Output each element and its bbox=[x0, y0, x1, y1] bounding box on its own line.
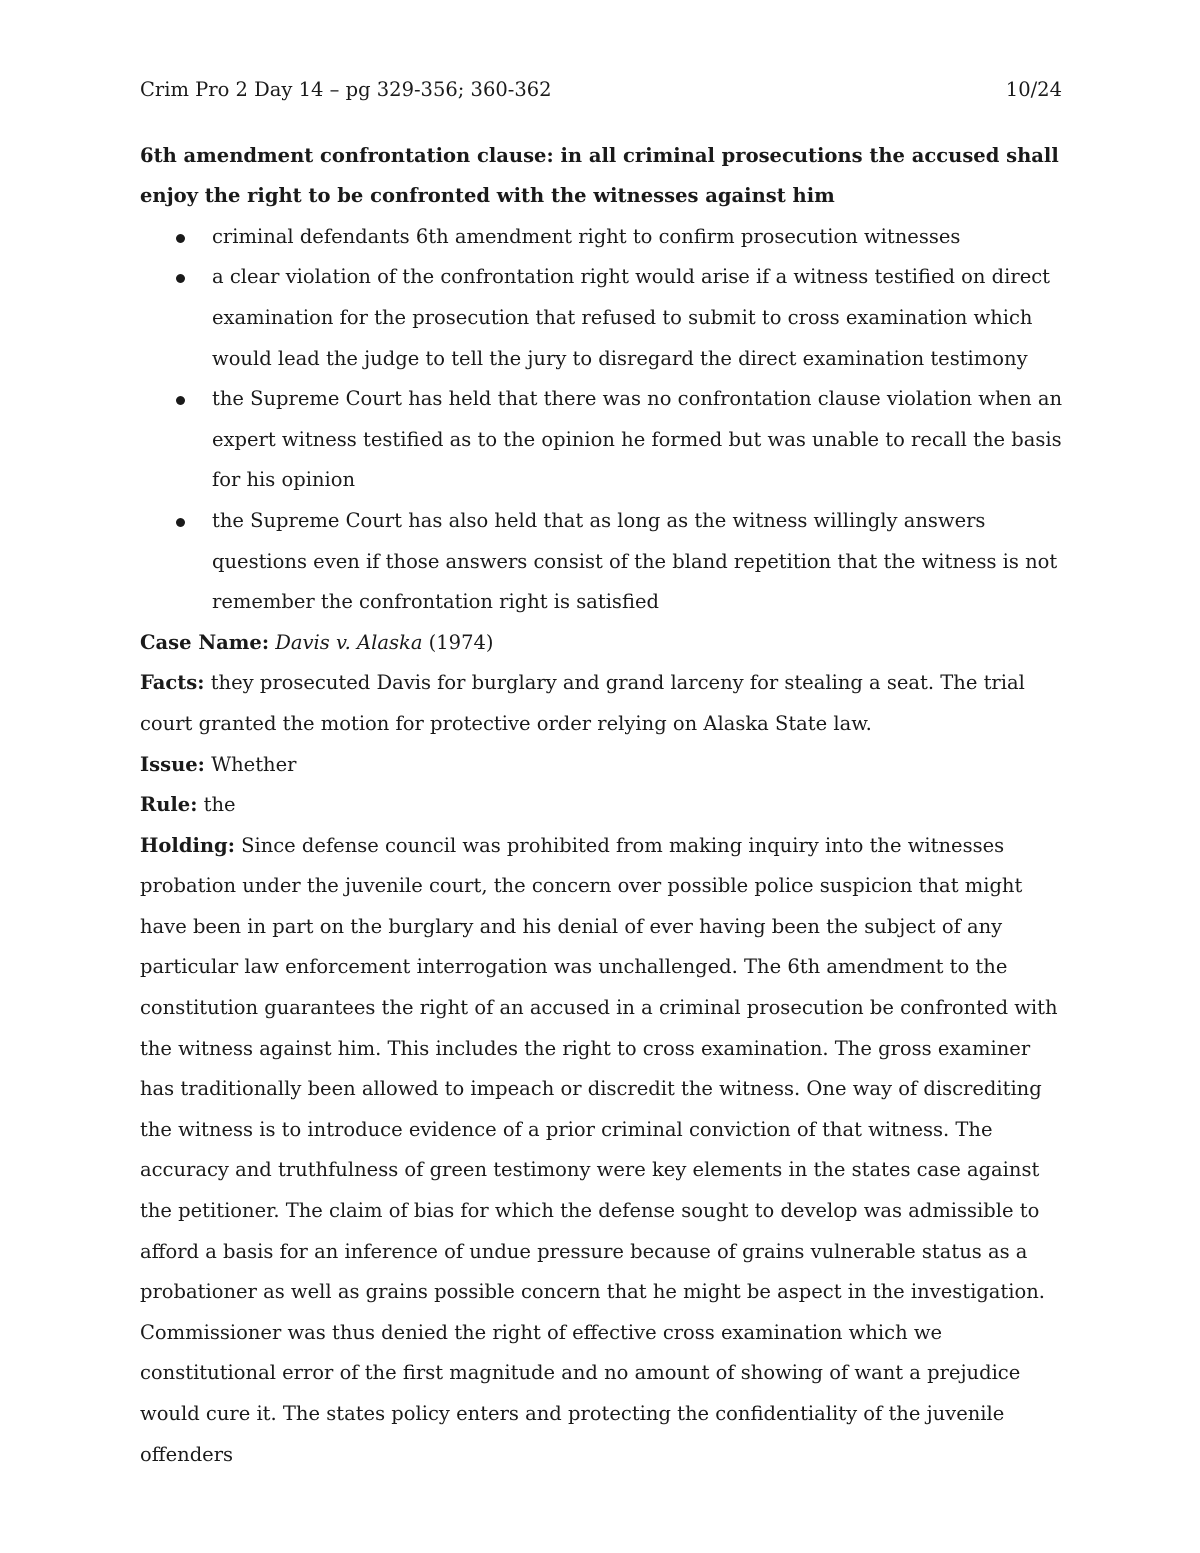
holding-text: Since defense council was prohibited from making inquiry into the witnesses probation under the juvenile court, the concern over possible police suspicion that might have been in part on the burglary and his denial of ever having been the subject of any particular law enforcement interrogation was unchallenged. The 6th amendment to the constitution guarantees the right of an accused in a criminal prosecution be confronted with the witness against him. This includes the right to cross examination. The gross examiner has traditionally been allowed to impeach or discredit the witness. One way of discrediting the witness is to introduce evidence of a prior criminal conviction of that witness. The accuracy and truthfulness of green testimony were key elements in the states case against the petitioner. The claim of bias for which the defense sought to develop was admissible to afford a basis for an inference of undue pressure because of grains vulnerable status as a probationer as well as grains possible concern that he might be aspect in the investigation. Commissioner was thus denied the right of effective cross examination which we constitutional error of the first magnitude and no amount of showing of want a prejudice would cure it. The states policy enters and protecting the confidentiality of the juvenile offenders bbox=[140, 833, 1058, 1466]
document-title: Crim Pro 2 Day 14 – pg 329-356; 360-362 bbox=[140, 78, 552, 101]
page-number: 10/24 bbox=[1005, 78, 1062, 101]
list-item bbox=[140, 257, 1062, 379]
issue-text: Whether bbox=[211, 752, 297, 776]
issue-label: Issue: bbox=[140, 752, 205, 776]
case-year: (1974) bbox=[428, 630, 494, 654]
facts-label: Facts: bbox=[140, 671, 205, 695]
case-name: Davis v. Alaska bbox=[275, 630, 423, 654]
bullet-icon bbox=[176, 274, 185, 283]
case-name-line bbox=[140, 623, 1062, 664]
list-item-text: a clear violation of the confrontation right would arise if a witness testified on direct examination for the prosecution that refused to submit to cross examination which would lead the judge to tell the jury to disregard the direct examination testimony bbox=[212, 265, 1051, 370]
issue-paragraph bbox=[140, 745, 1062, 786]
holding-label: Holding: bbox=[140, 833, 235, 857]
list-item-text: the Supreme Court has also held that as long as the witness willingly answers questions even if those answers consist of the bland repetition that the witness is not remember the confrontation right is satisfied bbox=[212, 508, 1058, 614]
bullet-icon bbox=[176, 396, 185, 405]
holding-paragraph bbox=[140, 826, 1062, 1476]
facts-paragraph bbox=[140, 663, 1062, 744]
list-item-text: criminal defendants 6th amendment right to confirm prosecution witnesses bbox=[212, 224, 961, 248]
rule-paragraph bbox=[140, 785, 1062, 826]
rule-label: Rule: bbox=[140, 793, 198, 817]
list-item-text: the Supreme Court has held that there was no confrontation clause violation when an expert witness testified as to the opinion he formed but was unable to recall the basis for his opinion bbox=[212, 387, 1063, 492]
page-header bbox=[140, 70, 1062, 111]
bullet-icon bbox=[176, 234, 185, 243]
facts-text: they prosecuted Davis for burglary and grand larceny for stealing a seat. The trial court granted the motion for protective order relying on Alaska State law. bbox=[140, 671, 1025, 735]
confrontation-clause-heading: 6th amendment confrontation clause: in all criminal prosecutions the accused shall enjoy the right to be confronted with the witnesses against him bbox=[140, 143, 1059, 208]
document-page bbox=[140, 70, 1062, 1475]
case-name-label: Case Name: bbox=[140, 630, 270, 654]
bullet-icon bbox=[176, 518, 185, 527]
list-item bbox=[140, 217, 1062, 258]
list-item bbox=[140, 501, 1062, 623]
rule-text: the bbox=[203, 793, 236, 817]
bullet-list bbox=[140, 217, 1062, 623]
list-item bbox=[140, 379, 1062, 501]
